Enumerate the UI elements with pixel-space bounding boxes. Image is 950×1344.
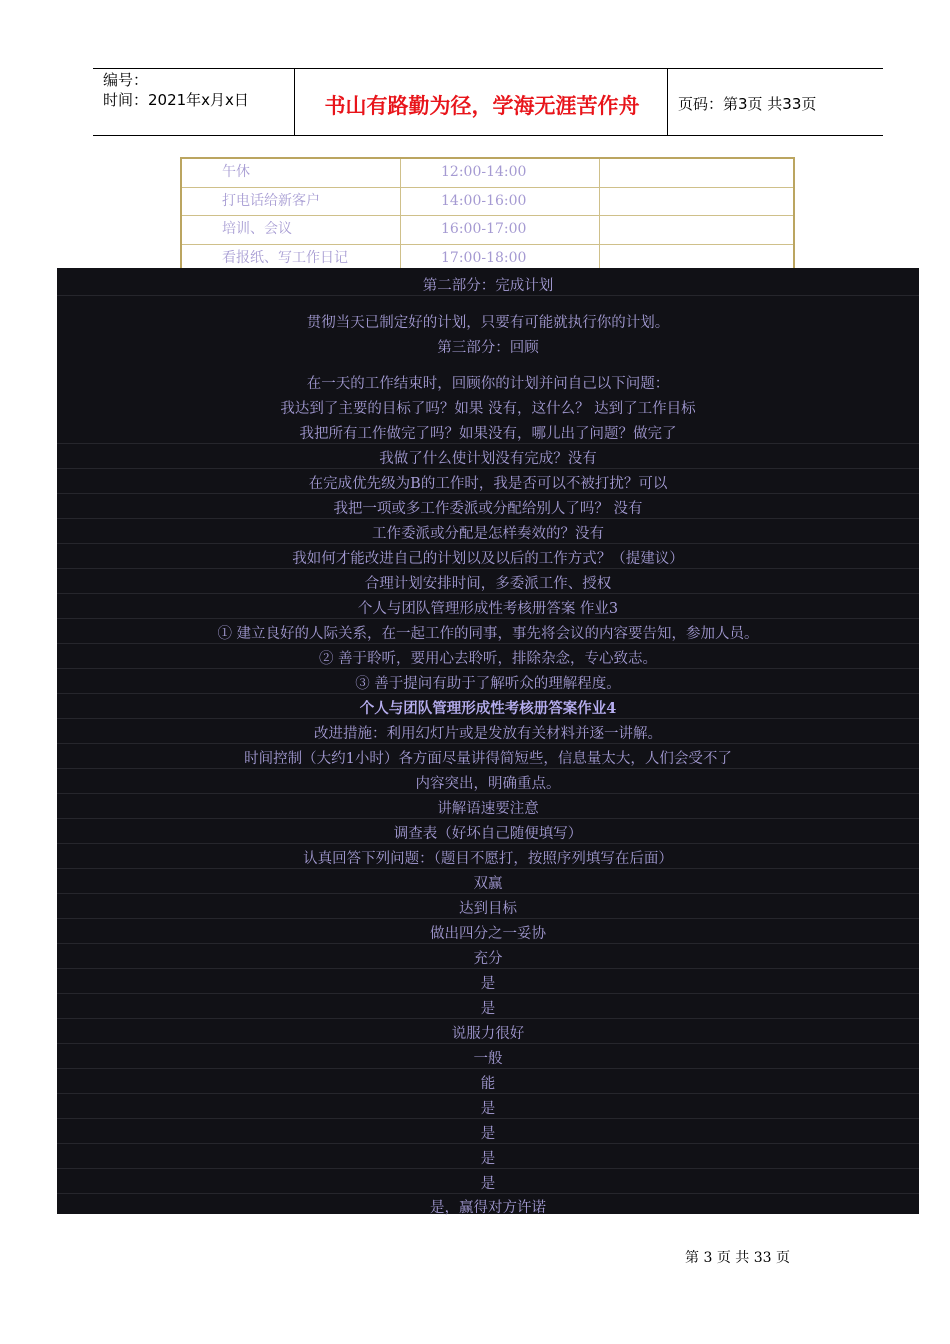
row-rule [57,818,919,819]
section-heading: 个人与团队管理形成性考核册答案作业4 [359,700,617,717]
row-rule [57,593,919,594]
answer-line: 达到目标 [459,901,517,917]
row-rule [57,1018,919,1019]
section-heading: 第二部分：完成计划 [422,278,554,294]
answer-line: 做出四分之一妥协 [430,926,546,942]
text-line: 讲解语速要注意 [437,801,539,817]
text-line: ③ 善于提问有助于了解听众的理解程度。 [355,676,621,692]
text-line: 改进措施：利用幻灯片或是发放有关材料并逐一讲解。 [314,726,662,742]
text-line: 认真回答下列问题：（题目不愿打，按照序列填写在后面） [303,851,673,867]
answer-line: 是 [480,1151,496,1167]
row-rule [57,1068,919,1069]
answer-line: 是 [480,976,496,992]
row-rule [57,668,919,669]
schedule-time: 16:00-17:00 [400,216,599,244]
header-meta [103,70,249,110]
answer-line: 双赢 [473,876,503,892]
schedule-task: 培训、会议 [222,221,292,237]
text-line: 我如何才能改进自己的计划以及以后的工作方式？（提建议） [292,551,684,567]
answer-line: 是，赢得对方许诺 [430,1200,546,1216]
text-line: 我做了什么使计划没有完成？没有 [379,451,597,467]
answer-line: 是 [480,1101,496,1117]
row-rule [57,868,919,869]
row-rule [57,493,919,494]
row-rule [57,743,919,744]
answer-line: 一般 [473,1051,503,1067]
schedule-time: 17:00-18:00 [400,245,599,273]
table-row [182,187,793,216]
footer-page-number: 第 3 页 共 33 页 [685,1250,790,1266]
schedule-note [599,216,793,244]
content-block [57,268,919,1214]
text-line: 我把一项或多工作委派或分配给别人了吗？ 没有 [333,501,643,517]
header-page-label: 页码：第3页 共33页 [678,95,817,113]
text-line: 我把所有工作做完了吗？如果没有，哪儿出了问题？做完了 [299,426,677,442]
number-label: 编号： [103,71,149,89]
schedule-note [599,159,793,187]
schedule-time: 12:00-14:00 [400,159,599,187]
row-rule [57,943,919,944]
header-divider-left [294,69,295,136]
row-rule [57,843,919,844]
time-label: 时间：2021年x月x日 [103,91,249,109]
schedule-time: 14:00-16:00 [400,188,599,216]
text-line: 贯彻当天已制定好的计划，只要有可能就执行你的计划。 [306,315,670,331]
row-rule [57,543,919,544]
row-rule [57,968,919,969]
text-line: 我达到了主要的目标了吗？如果 没有，这什么？ 达到了工作目标 [280,401,696,417]
row-rule [57,993,919,994]
row-rule [57,768,919,769]
text-line: 在完成优先级为B的工作时，我是否可以不被打扰？可以 [308,476,668,492]
page-footer [0,1247,950,1267]
row-rule [57,443,919,444]
text-line: 在一天的工作结束时，回顾你的计划并问自己以下问题： [306,376,670,392]
schedule-table [180,157,795,274]
text-line: 时间控制（大约1小时）各方面尽量讲得简短些，信息量太大，人们会受不了 [244,751,732,767]
schedule-task: 打电话给新客户 [222,192,320,209]
text-line: 工作委派或分配是怎样奏效的？没有 [372,526,604,542]
header-top-rule [93,68,883,69]
row-rule [57,793,919,794]
answer-line: 是 [480,1001,496,1017]
answer-line: 是 [480,1176,496,1192]
text-line: 个人与团队管理形成性考核册答案 作业3 [357,601,619,617]
row-rule [57,1193,919,1194]
schedule-task: 看报纸、写工作日记 [222,249,348,266]
text-line: ① 建立良好的人际关系，在一起工作的同事，事先将会议的内容要告知，参加人员。 [217,626,759,642]
header-bottom-rule [93,135,883,136]
text-line: 内容突出，明确重点。 [415,776,561,792]
answer-line: 能 [480,1076,496,1092]
row-rule [57,1043,919,1044]
schedule-task: 午休 [222,164,250,180]
row-rule [57,1143,919,1144]
row-rule [57,1093,919,1094]
row-rule [57,893,919,894]
row-rule [57,718,919,719]
table-row [182,215,793,244]
row-rule [57,693,919,694]
row-rule [57,568,919,569]
answer-line: 是 [480,1126,496,1142]
answer-line: 充分 [473,951,503,967]
row-rule [57,1118,919,1119]
answer-line: 说服力很好 [451,1026,525,1042]
row-rule [57,618,919,619]
row-rule [57,1168,919,1169]
row-rule [57,643,919,644]
row-rule [57,468,919,469]
text-line: 合理计划安排时间，多委派工作、授权 [364,576,612,592]
table-row [182,159,793,187]
schedule-note [599,188,793,216]
text-line: ② 善于聆听，要用心去聆听，排除杂念，专心致志。 [318,651,658,667]
section-heading: 第三部分：回顾 [437,340,539,356]
row-rule [57,518,919,519]
row-rule [57,918,919,919]
header-motto: 书山有路勤为径，学海无涯苦作舟 [324,94,640,118]
text-line: 调查表（好坏自己随便填写） [393,826,583,842]
row-rule [57,295,919,296]
